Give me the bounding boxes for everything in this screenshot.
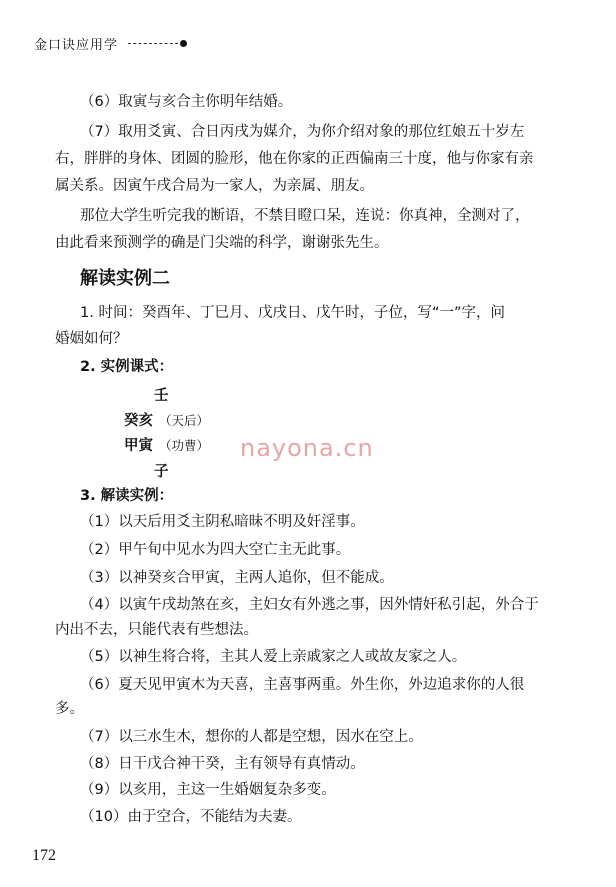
interpret-item-4-line2: 内出不去，只能代表有些想法。	[55, 622, 258, 638]
paragraph-7-line2: 右，胖胖的身体、团圆的脸形，他在你家的正西偏南三十度，他与你家有亲	[55, 151, 534, 167]
interpret-item-7: （7）以三水生木，想你的人都是空想，因水在空上。	[80, 729, 423, 745]
lesson-row-jiayin	[124, 434, 209, 455]
running-header-text: 金口诀应用学	[34, 38, 119, 53]
interpret-item-6-line2: 多。	[55, 701, 84, 717]
interpret-item-9: （9）以亥用，主这一生婚姻复杂多变。	[80, 782, 336, 798]
section-title: 解读实例二	[80, 268, 170, 289]
header-dot	[180, 40, 187, 47]
time-line2: 婚姻如何？	[55, 331, 128, 347]
lesson-row-note: （天后）	[159, 413, 210, 428]
interpret-item-2: （2）甲午旬中见水为四大空亡主无此事。	[80, 542, 351, 558]
interpret-heading: 3. 解读实例：	[80, 488, 174, 504]
interpret-item-3: （3）以神癸亥合甲寅，主两人追你，但不能成。	[80, 570, 394, 586]
lesson-row-main: 子	[154, 464, 169, 480]
paragraph-7-line1: （7）取用爻寅、合日丙戌为媒介，为你介绍对象的那位红娘五十岁左	[80, 124, 525, 140]
header-rule	[128, 43, 178, 44]
interpret-item-6-line1: （6）夏天见甲寅木为天喜，主喜事两重。外生你，外边追求你的人很	[80, 677, 525, 693]
paragraph-7-line3: 属关系。因寅午戌合局为一家人，为亲属、朋友。	[55, 178, 374, 194]
lesson-row-note: （功曹）	[159, 438, 210, 453]
lesson-row-guihai	[124, 409, 209, 430]
running-header	[34, 34, 187, 53]
lesson-heading: 2. 实例课式：	[80, 359, 174, 375]
paragraph-conclusion-line2: 由此看来预测学的确是门尖端的科学，谢谢张先生。	[55, 235, 389, 251]
interpret-item-10: （10）由于空合，不能结为夫妻。	[80, 809, 302, 825]
lesson-row-zi	[154, 460, 169, 481]
page-number: 172	[32, 847, 56, 864]
paragraph-conclusion-line1: 那位大学生听完我的断语，不禁目瞪口呆，连说：你真神，全测对了，	[80, 208, 530, 224]
lesson-row-ren	[154, 384, 169, 405]
interpret-item-8: （8）日干戊合神干癸，主有领导有真情动。	[80, 756, 365, 772]
interpret-item-4-line1: （4）以寅午戌劫煞在亥，主妇女有外逃之事，因外情奸私引起，外合于	[80, 597, 539, 613]
lesson-row-main: 癸亥	[124, 413, 153, 429]
interpret-item-1: （1）以天后用爻主阴私暗昧不明及奸淫事。	[80, 514, 365, 530]
lesson-row-main: 甲寅	[124, 438, 153, 454]
watermark: nayona.cn	[240, 434, 374, 462]
interpret-item-5: （5）以神生将合将，主其人爱上亲戚家之人或故友家之人。	[80, 649, 467, 665]
lesson-row-main: 壬	[154, 388, 169, 404]
time-line1: 1. 时间：癸酉年、丁巳月、戊戌日、戊午时，子位，写“一”字，问	[80, 305, 505, 321]
paragraph-6-line1: （6）取寅与亥合主你明年结婚。	[80, 94, 293, 110]
